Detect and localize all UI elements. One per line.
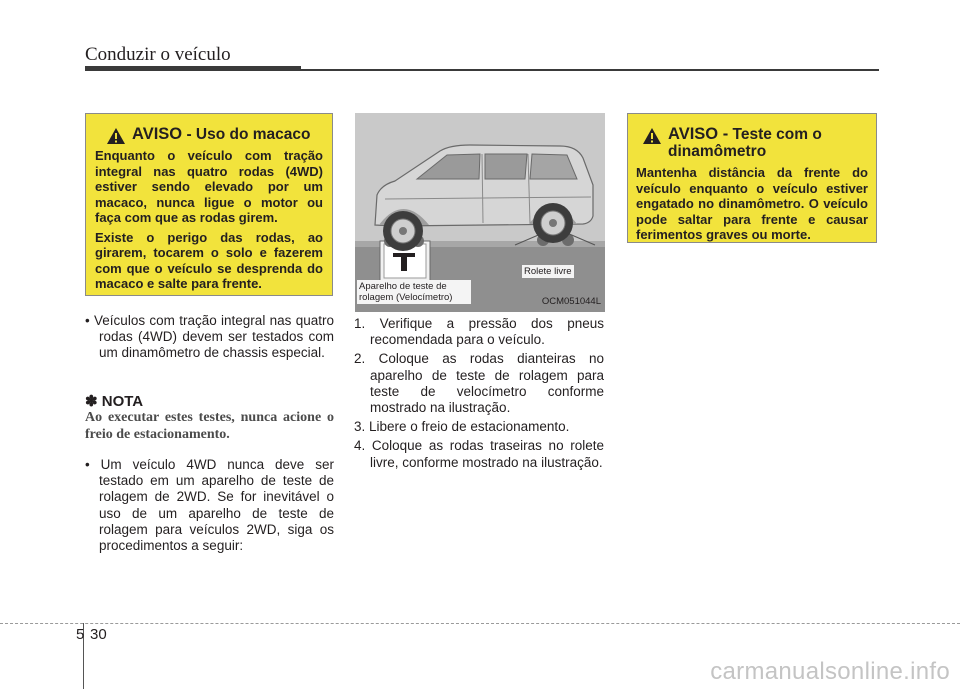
header-rule-thin	[301, 69, 879, 71]
warning-triangle-icon	[642, 127, 662, 145]
warning-triangle-icon	[106, 127, 126, 145]
note-heading: ✽ NOTA	[85, 393, 144, 410]
page-number: 30	[90, 626, 107, 643]
step-item: 3. Libere o freio de estacionamento.	[354, 419, 570, 435]
dynamometer-illustration	[355, 113, 605, 312]
header-rule-thick	[85, 66, 301, 71]
warning-subtitle: - Uso do macaco	[186, 126, 311, 143]
bullet-text: • Veículos com tração integral nas quatro rodas (4WD) devem ser testados com um dinamômetro de chassis especial.	[85, 313, 334, 361]
warning-box-dynamometer	[627, 113, 877, 243]
section-number: 5	[76, 626, 85, 643]
dynamometer-label: Aparelho de teste de rolagem (Velocímetro)	[357, 280, 471, 304]
warning-label: AVISO -	[668, 125, 729, 143]
warning-paragraph: Enquanto o veículo com tração integral nas quatro rodas (4WD) estiver sendo elevado por um macaco, nunca ligue o motor ou faça com que as rodas girem.	[95, 148, 323, 225]
warning-paragraph: Mantenha distância da frente do veículo enquanto o veículo estiver engatado no dinamômetro. O veículo pode saltar para frente e causar ferimentos graves ou morte.	[636, 165, 868, 242]
illustration-code: OCM051044L	[541, 296, 601, 307]
warning-paragraph: Existe o perigo das rodas, ao girarem, tocarem o solo e fazerem com que o veículo se desprenda do macaco e salte para frente.	[95, 229, 323, 291]
bullet-4wd-dynamometer	[85, 313, 334, 362]
procedure-steps	[354, 316, 604, 474]
footer-dashed-rule	[0, 623, 960, 624]
warning-box-jack	[85, 113, 333, 296]
watermark: carmanualsonline.info	[710, 658, 950, 685]
warning-subtitle: Teste com o dinamômetro	[668, 126, 822, 160]
free-roller-label: Rolete livre	[524, 266, 572, 277]
bullet-2wd-tester	[85, 457, 334, 554]
step-item: 1. Verifique a pressão dos pneus recomendada para o veículo.	[354, 316, 604, 348]
bullet-text: • Um veículo 4WD nunca deve ser testado em um aparelho de teste de rolagem de 2WD. Se for inevitável o uso de um aparelho de teste de rolagem para veículos 2WD, siga os procedimentos a seguir:	[85, 457, 334, 554]
step-item: 4. Coloque as rodas traseiras no rolete livre, conforme mostrado na ilustração.	[354, 438, 604, 470]
page-header-title: Conduzir o veículo	[85, 44, 231, 65]
note-body: Ao executar estes testes, nunca acione o freio de estacionamento.	[85, 410, 334, 442]
step-item: 2. Coloque as rodas dianteiras no aparelho de teste de rolagem para teste de velocímetro conforme mostrado na ilustração.	[354, 351, 604, 416]
warning-label: AVISO	[132, 125, 183, 143]
